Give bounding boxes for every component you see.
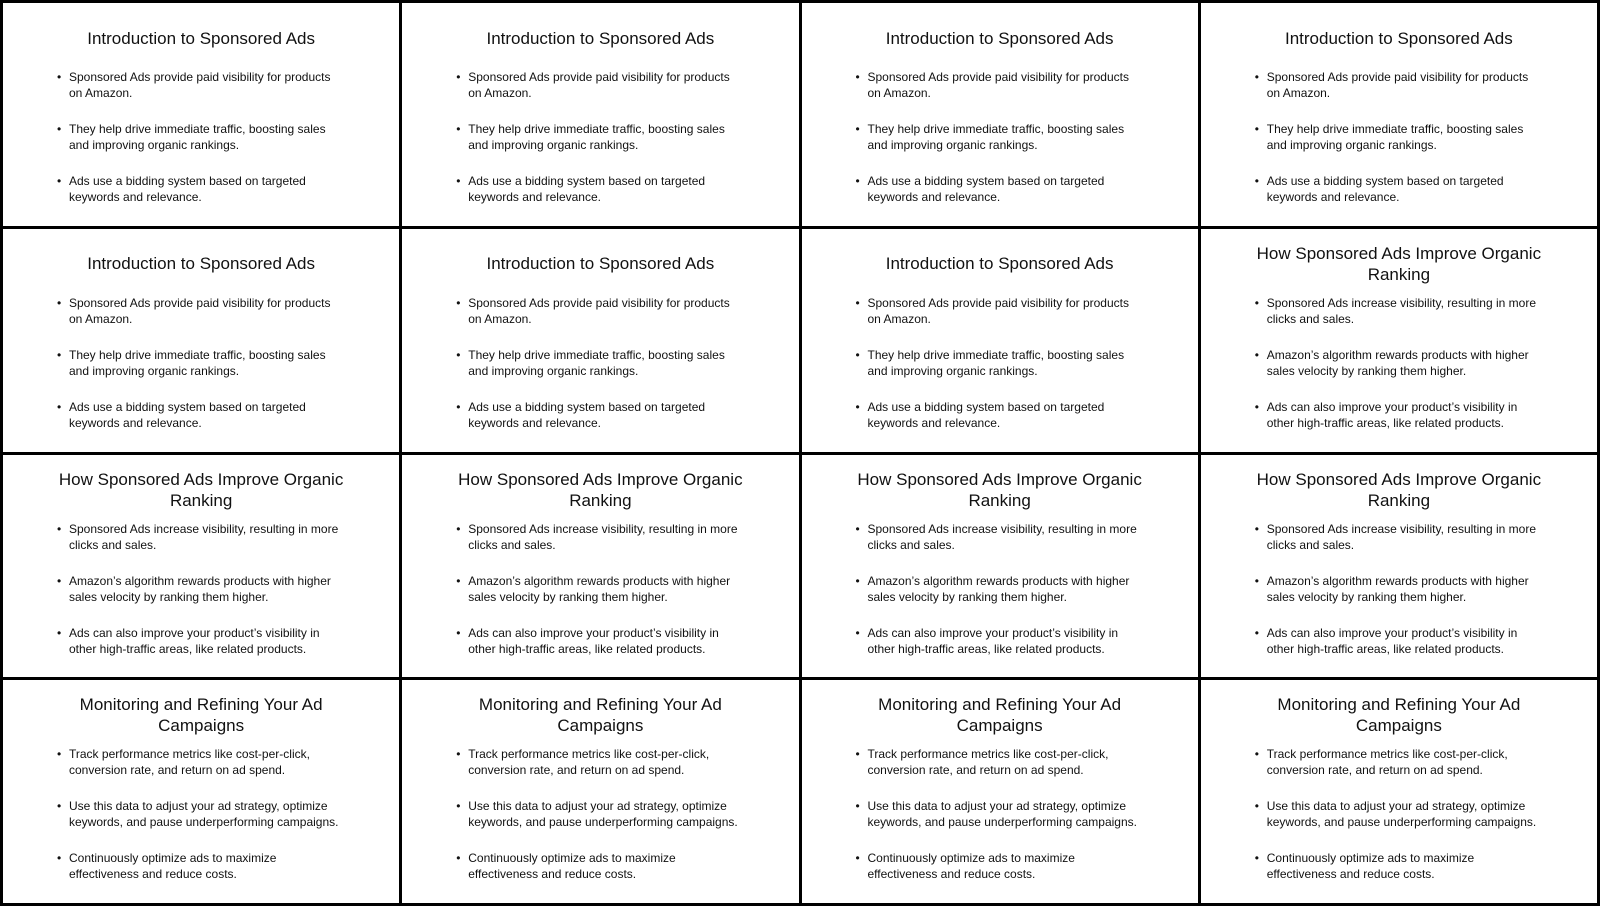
slide-thumbnail-13[interactable] <box>3 680 399 903</box>
bullet-list <box>1219 295 1537 431</box>
bullet-list <box>21 521 339 657</box>
bullet-item: • Sponsored Ads increase visibility, resulting in more clicks and sales. <box>69 521 339 553</box>
bullet-list <box>21 746 339 882</box>
bullet-list <box>1219 746 1537 882</box>
bullet-item: • Continuously optimize ads to maximize effectiveness and reduce costs. <box>1267 850 1537 882</box>
bullet-list <box>820 521 1138 657</box>
bullet-list <box>1219 521 1537 657</box>
bullet-item: • Use this data to adjust your ad strategy, optimize keywords, and pause underperforming campaigns. <box>69 798 339 830</box>
slide-thumbnail-4[interactable] <box>1201 3 1597 226</box>
slide-title: How Sponsored Ads Improve Organic Ranking <box>1256 243 1542 284</box>
bullet-item: • They help drive immediate traffic, boosting sales and improving organic rankings. <box>468 347 738 379</box>
slide-thumbnail-6[interactable] <box>402 229 798 452</box>
bullet-item: • Amazon’s algorithm rewards products with higher sales velocity by ranking them higher. <box>868 573 1138 605</box>
bullet-item: • Sponsored Ads provide paid visibility for products on Amazon. <box>468 295 738 327</box>
bullet-list <box>420 521 738 657</box>
slide-title: Monitoring and Refining Your Ad Campaigns <box>878 695 1122 736</box>
bullet-item: • Ads use a bidding system based on targeted keywords and relevance. <box>868 173 1138 205</box>
bullet-item: • They help drive immediate traffic, boosting sales and improving organic rankings. <box>69 347 339 379</box>
slide-thumbnail-5[interactable] <box>3 229 399 452</box>
slide-thumbnail-16[interactable] <box>1201 680 1597 903</box>
bullet-list <box>820 746 1138 882</box>
bullet-item: • Track performance metrics like cost-per-click, conversion rate, and return on ad spend. <box>468 746 738 778</box>
slide-title: How Sponsored Ads Improve Organic Ranking <box>1256 469 1542 510</box>
bullet-item: • Ads can also improve your product’s visibility in other high-traffic areas, like related products. <box>1267 625 1537 657</box>
bullet-item: • Sponsored Ads provide paid visibility for products on Amazon. <box>69 295 339 327</box>
slide-thumbnail-1[interactable] <box>3 3 399 226</box>
slide-title: Introduction to Sponsored Ads <box>87 28 315 48</box>
bullet-item: • Ads use a bidding system based on targeted keywords and relevance. <box>69 173 339 205</box>
slide-thumbnail-9[interactable] <box>3 455 399 678</box>
slide-thumbnail-14[interactable] <box>402 680 798 903</box>
slide-title: Introduction to Sponsored Ads <box>885 28 1114 48</box>
slide-title: How Sponsored Ads Improve Organic Ranking <box>458 469 743 510</box>
bullet-list <box>820 69 1138 205</box>
slide-title: Monitoring and Refining Your Ad Campaigns <box>478 695 722 736</box>
slide-title: Monitoring and Refining Your Ad Campaigns <box>79 695 323 736</box>
slide-title: Monitoring and Refining Your Ad Campaigns <box>1277 695 1521 736</box>
slide-title: Introduction to Sponsored Ads <box>1284 28 1513 48</box>
bullet-list <box>1219 69 1537 205</box>
bullet-item: • Sponsored Ads provide paid visibility for products on Amazon. <box>868 295 1138 327</box>
slide-title: How Sponsored Ads Improve Organic Ranking <box>58 469 344 510</box>
bullet-item: • Track performance metrics like cost-per-click, conversion rate, and return on ad spend. <box>868 746 1138 778</box>
bullet-list <box>820 295 1138 431</box>
bullet-item: • Amazon’s algorithm rewards products with higher sales velocity by ranking them higher. <box>1267 347 1537 379</box>
bullet-item: • Amazon’s algorithm rewards products with higher sales velocity by ranking them higher. <box>468 573 738 605</box>
bullet-item: • Ads use a bidding system based on targeted keywords and relevance. <box>868 399 1138 431</box>
bullet-item: • Sponsored Ads increase visibility, resulting in more clicks and sales. <box>468 521 738 553</box>
bullet-item: • Use this data to adjust your ad strategy, optimize keywords, and pause underperforming campaigns. <box>868 798 1138 830</box>
bullet-item: • Sponsored Ads provide paid visibility for products on Amazon. <box>69 69 339 101</box>
bullet-item: • Ads can also improve your product’s visibility in other high-traffic areas, like related products. <box>868 625 1138 657</box>
slide-thumbnail-3[interactable] <box>802 3 1198 226</box>
bullet-item: • Use this data to adjust your ad strategy, optimize keywords, and pause underperforming campaigns. <box>468 798 738 830</box>
bullet-list <box>420 746 738 882</box>
slide-title: Introduction to Sponsored Ads <box>87 254 315 274</box>
bullet-item: • Ads use a bidding system based on targeted keywords and relevance. <box>1267 173 1537 205</box>
slide-thumbnail-12[interactable] <box>1201 455 1597 678</box>
slide-title: Introduction to Sponsored Ads <box>486 28 715 48</box>
bullet-item: • Ads can also improve your product’s visibility in other high-traffic areas, like related products. <box>69 625 339 657</box>
bullet-item: • Ads can also improve your product’s visibility in other high-traffic areas, like related products. <box>468 625 738 657</box>
bullet-item: • Continuously optimize ads to maximize effectiveness and reduce costs. <box>468 850 738 882</box>
bullet-item: • Ads use a bidding system based on targeted keywords and relevance. <box>468 399 738 431</box>
bullet-item: • Track performance metrics like cost-per-click, conversion rate, and return on ad spend. <box>69 746 339 778</box>
bullet-item: • Ads can also improve your product’s visibility in other high-traffic areas, like related products. <box>1267 399 1537 431</box>
bullet-item: • They help drive immediate traffic, boosting sales and improving organic rankings. <box>69 121 339 153</box>
slide-thumbnail-10[interactable] <box>402 455 798 678</box>
bullet-item: • Amazon’s algorithm rewards products with higher sales velocity by ranking them higher. <box>69 573 339 605</box>
bullet-item: • Ads use a bidding system based on targeted keywords and relevance. <box>468 173 738 205</box>
bullet-item: • Continuously optimize ads to maximize effectiveness and reduce costs. <box>69 850 339 882</box>
bullet-item: • Sponsored Ads increase visibility, resulting in more clicks and sales. <box>1267 295 1537 327</box>
slide-title: How Sponsored Ads Improve Organic Ranking <box>857 469 1142 510</box>
slide-thumbnail-7[interactable] <box>802 229 1198 452</box>
bullet-list <box>21 295 339 431</box>
bullet-list <box>21 69 339 205</box>
bullet-item: • Sponsored Ads provide paid visibility for products on Amazon. <box>468 69 738 101</box>
bullet-item: • Sponsored Ads increase visibility, resulting in more clicks and sales. <box>1267 521 1537 553</box>
bullet-item: • They help drive immediate traffic, boosting sales and improving organic rankings. <box>468 121 738 153</box>
bullet-item: • Track performance metrics like cost-per-click, conversion rate, and return on ad spend. <box>1267 746 1537 778</box>
slide-thumbnail-8[interactable] <box>1201 229 1597 452</box>
bullet-item: • Ads use a bidding system based on targeted keywords and relevance. <box>69 399 339 431</box>
bullet-item: • Use this data to adjust your ad strategy, optimize keywords, and pause underperforming campaigns. <box>1267 798 1537 830</box>
slide-thumbnail-2[interactable] <box>402 3 798 226</box>
slide-thumbnail-15[interactable] <box>802 680 1198 903</box>
bullet-item: • Amazon’s algorithm rewards products with higher sales velocity by ranking them higher. <box>1267 573 1537 605</box>
slide-title: Introduction to Sponsored Ads <box>885 254 1114 274</box>
bullet-item: • Continuously optimize ads to maximize effectiveness and reduce costs. <box>868 850 1138 882</box>
bullet-list <box>420 69 738 205</box>
bullet-item: • They help drive immediate traffic, boosting sales and improving organic rankings. <box>868 121 1138 153</box>
bullet-item: • Sponsored Ads increase visibility, resulting in more clicks and sales. <box>868 521 1138 553</box>
bullet-item: • Sponsored Ads provide paid visibility for products on Amazon. <box>868 69 1138 101</box>
bullet-item: • They help drive immediate traffic, boosting sales and improving organic rankings. <box>868 347 1138 379</box>
bullet-list <box>420 295 738 431</box>
slide-title: Introduction to Sponsored Ads <box>486 254 715 274</box>
slide-thumbnail-11[interactable] <box>802 455 1198 678</box>
bullet-item: • Sponsored Ads provide paid visibility for products on Amazon. <box>1267 69 1537 101</box>
bullet-item: • They help drive immediate traffic, boosting sales and improving organic rankings. <box>1267 121 1537 153</box>
